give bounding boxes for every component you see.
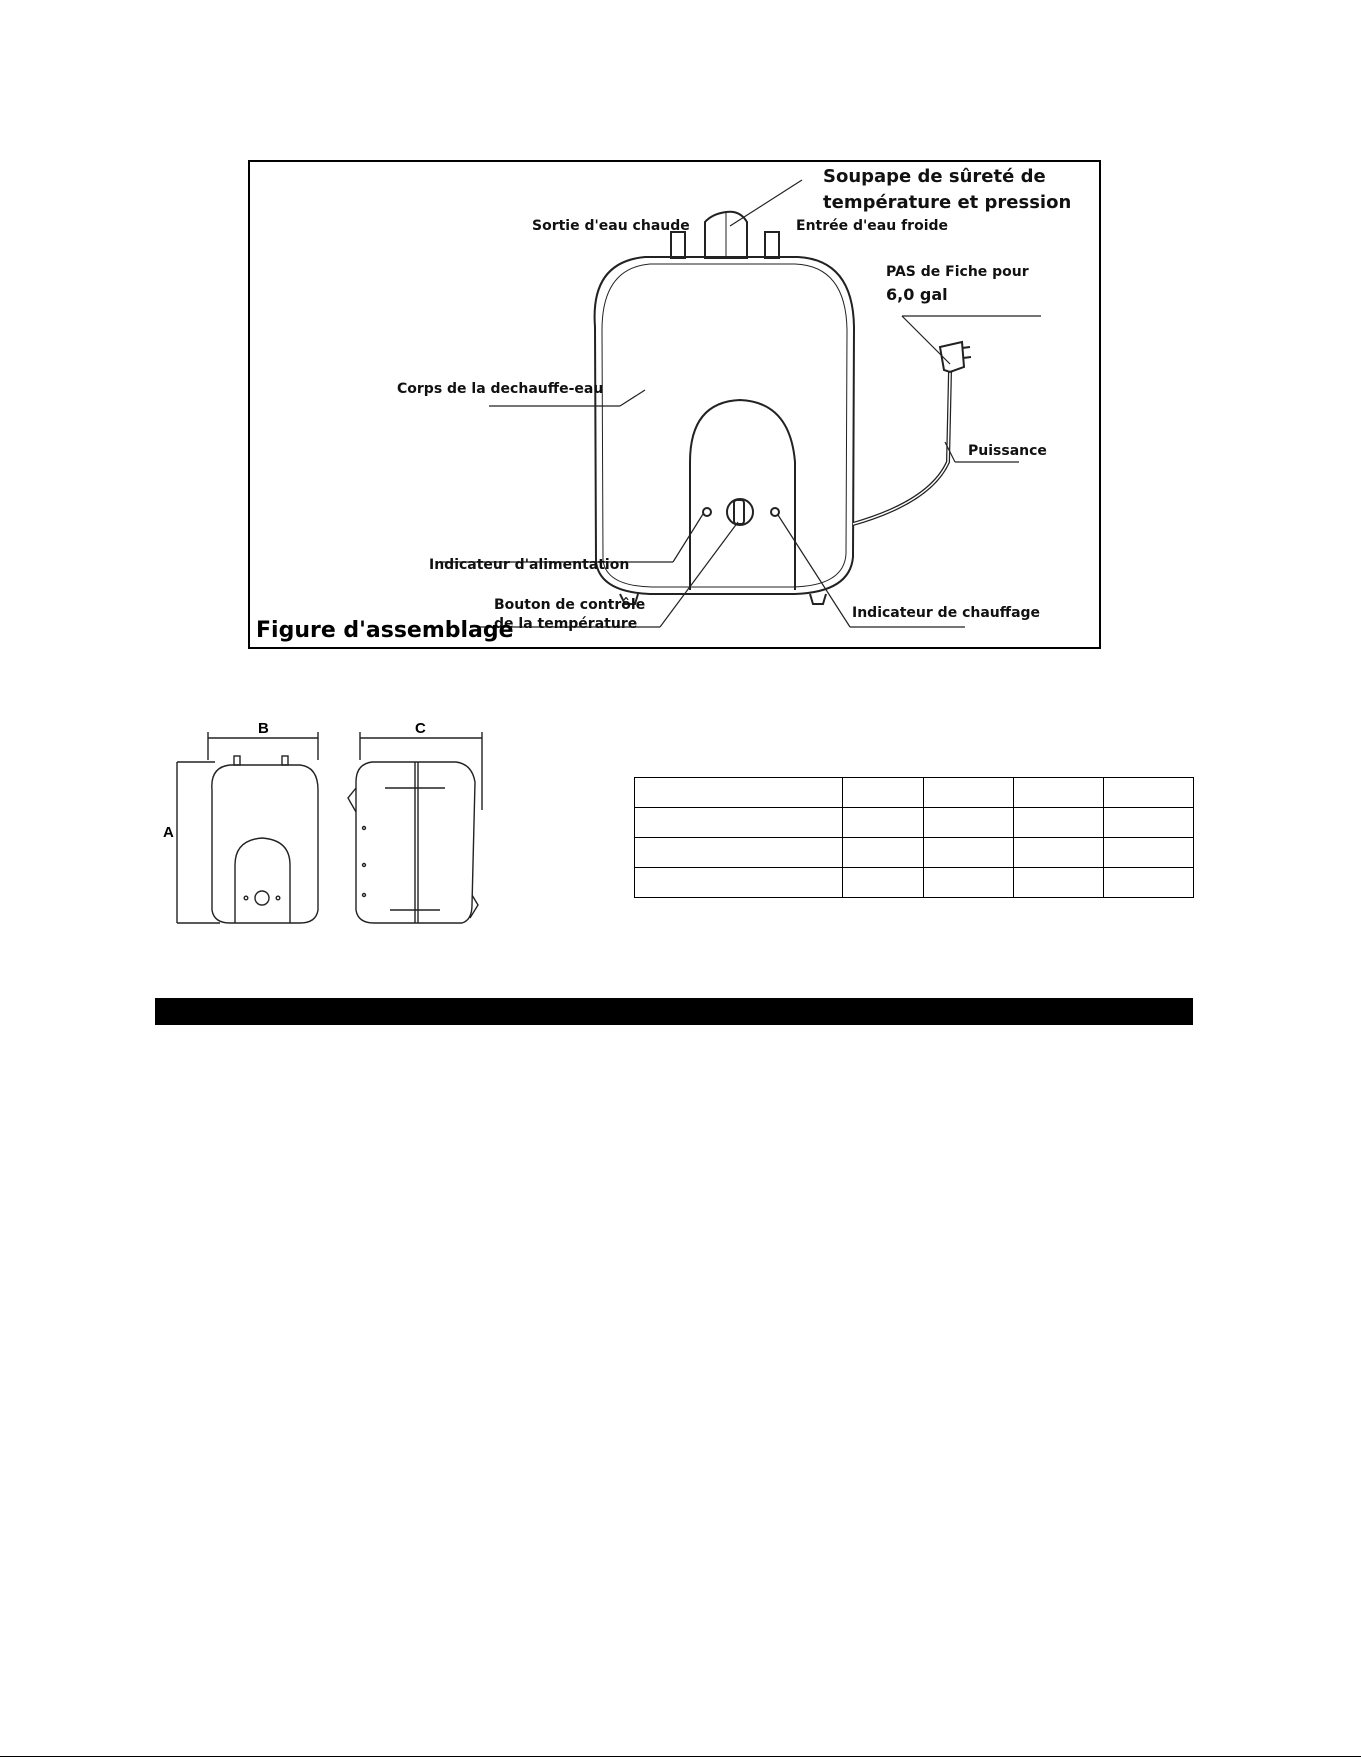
- table-cell: [1104, 808, 1194, 838]
- table-cell: [635, 838, 843, 868]
- dimensions-table: [634, 777, 1194, 898]
- table-row: [635, 778, 1194, 808]
- knob-label-line1: Bouton de contrôle: [494, 597, 646, 613]
- table-cell: [843, 838, 924, 868]
- power-label: Puissance: [968, 443, 1047, 459]
- table-row: [635, 808, 1194, 838]
- tank-body: [595, 257, 854, 594]
- valve-label: [823, 164, 1071, 216]
- table-cell: [635, 868, 843, 898]
- assembly-figure: [248, 160, 1101, 649]
- table-cell: [843, 808, 924, 838]
- dimension-c-label: C: [415, 720, 426, 737]
- dimension-a-label: A: [163, 824, 174, 841]
- table-cell: [843, 868, 924, 898]
- valve-leader: [730, 180, 802, 226]
- table-cell: [1014, 868, 1104, 898]
- table-cell: [1014, 778, 1104, 808]
- plug-label-line1: PAS de Fiche pour: [886, 264, 1029, 280]
- section-header-bar: [155, 998, 1193, 1025]
- tank-body-inner: [602, 264, 847, 587]
- heating-indicator-light: [771, 508, 779, 516]
- figure-caption: Figure d'assemblage: [256, 618, 514, 643]
- footer-rule: [0, 1756, 1361, 1757]
- table-row: [635, 838, 1194, 868]
- power-indicator-label: Indicateur d'alimentation: [429, 557, 630, 573]
- hot-outlet-label: Sortie d'eau chaude: [532, 218, 690, 234]
- knob-label-line2: de la température: [494, 616, 638, 632]
- power-cord: [853, 367, 954, 524]
- power-indicator-light: [703, 508, 711, 516]
- table-cell: [924, 868, 1014, 898]
- table-cell: [1104, 838, 1194, 868]
- table-cell: [1014, 808, 1104, 838]
- dimension-drawings: [150, 720, 500, 940]
- dimension-b-label: B: [258, 720, 269, 737]
- cold-inlet-label: Entrée d'eau froide: [796, 218, 949, 234]
- front-view-tank: [212, 765, 318, 923]
- table-cell: [1104, 778, 1194, 808]
- table-cell: [924, 778, 1014, 808]
- table-row: [635, 868, 1194, 898]
- table-cell: [924, 838, 1014, 868]
- control-panel: [690, 400, 795, 590]
- valve-label-line1: Soupape de sûreté de: [823, 166, 1046, 187]
- valve-label-line2: température et pression: [823, 192, 1072, 213]
- dimension-drawing-svg: [150, 720, 500, 940]
- tank-body-label: Corps de la dechauffe-eau: [397, 381, 604, 397]
- temperature-knob-label: [494, 596, 645, 634]
- table-cell: [635, 778, 843, 808]
- plug-label-line2: 6,0 gal: [886, 285, 948, 304]
- table-cell: [1014, 838, 1104, 868]
- cold-inlet-pipe: [765, 232, 779, 258]
- heating-indicator-label: Indicateur de chauffage: [852, 605, 1041, 621]
- table-cell: [1104, 868, 1194, 898]
- plug-label: [886, 263, 1029, 304]
- table-cell: [924, 808, 1014, 838]
- table-cell: [843, 778, 924, 808]
- table-cell: [635, 808, 843, 838]
